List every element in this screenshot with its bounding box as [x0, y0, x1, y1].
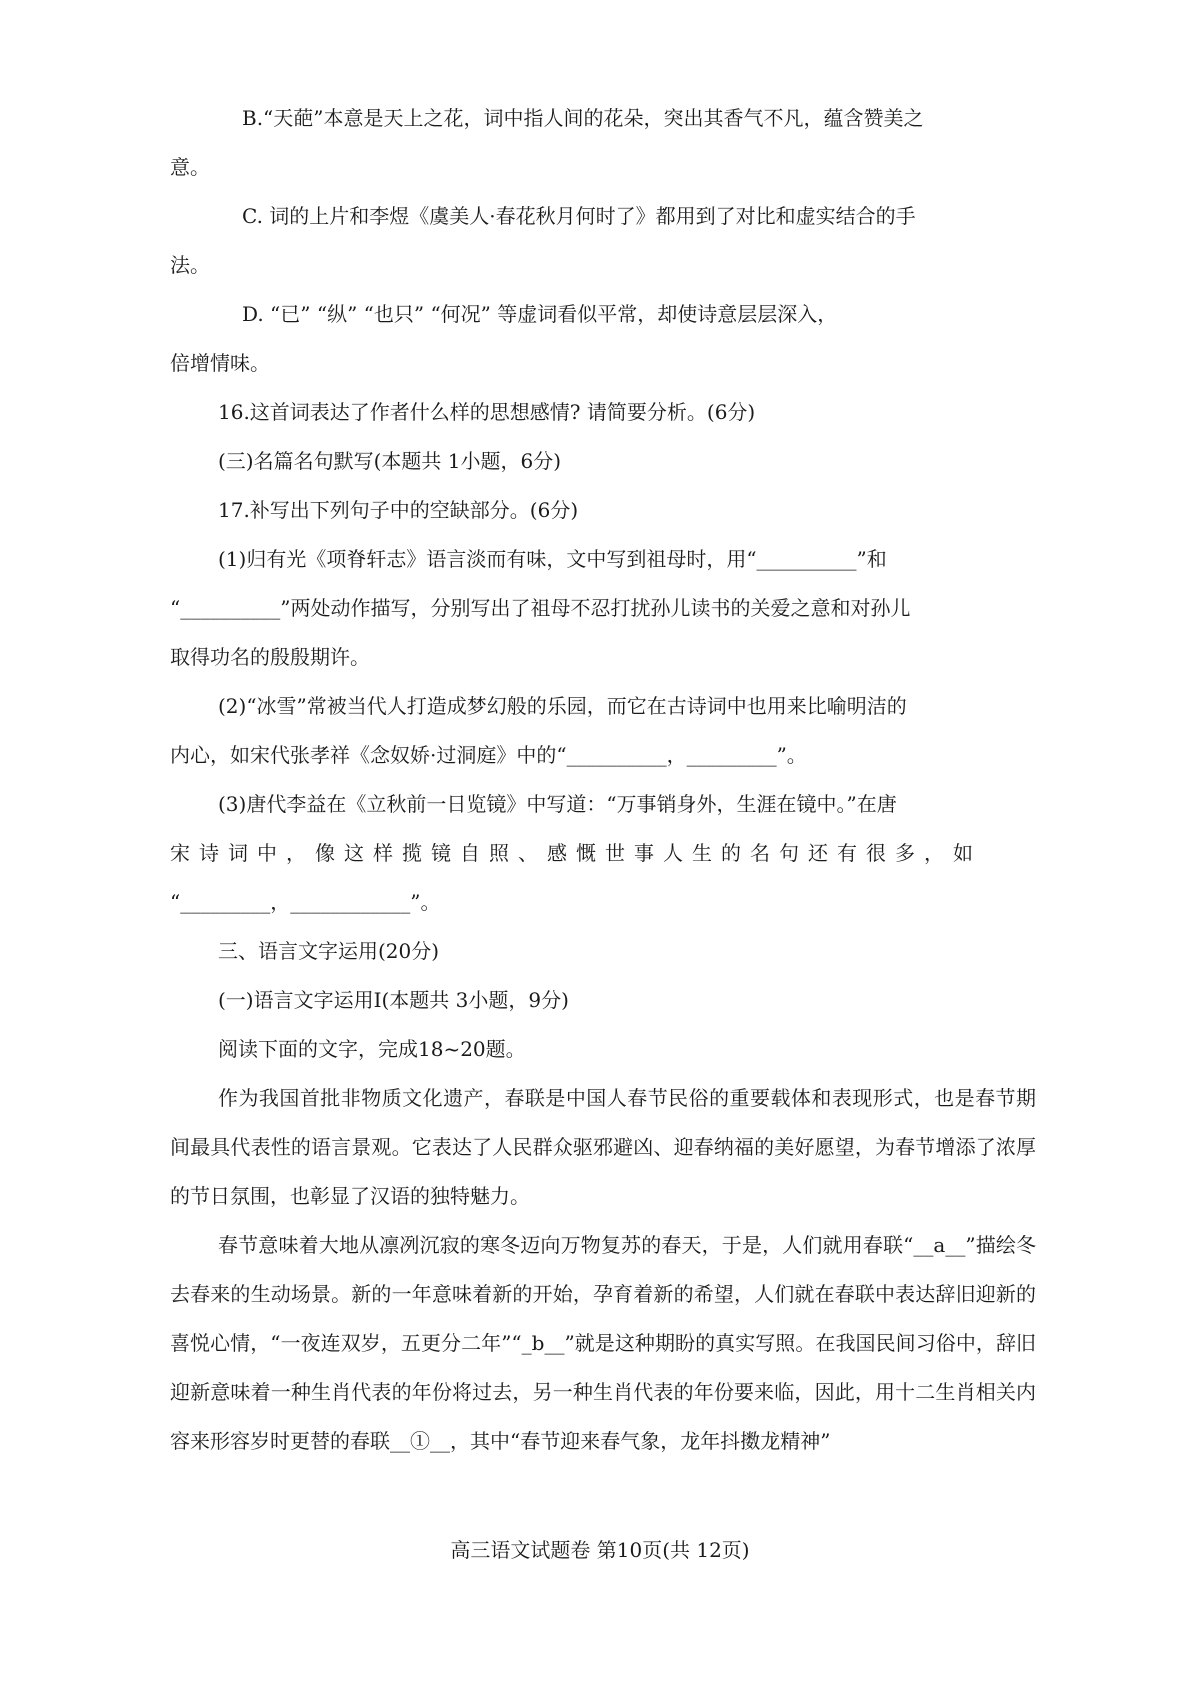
page-content [170, 94, 1036, 1466]
question-17-3-line1: (3)唐代李益在《立秋前一日览镜》中写道：“万事销身外，生涯在镜中。”在唐 [218, 792, 897, 816]
option-d-line1: D. “已” “纵” “也只” “何况” 等虚词看似平常，却使诗意层层深入， [242, 302, 838, 326]
part-3-heading: 三、语言文字运用(20分) [218, 939, 440, 963]
question-17-1-line3: 取得功名的殷殷期许。 [170, 645, 370, 669]
page-footer: 高三语文试题卷 第10页(共 12页) [450, 1538, 750, 1562]
part-3-sub-heading: (一)语言文字运用Ⅰ(本题共 3小题，9分) [218, 988, 569, 1012]
option-d-line2: 倍增情味。 [170, 351, 270, 375]
question-17-3-line2: 宋诗词中，像这样揽镜自照、感慨世事人生的名句还有很多，如 [170, 841, 982, 865]
question-16: 16.这首词表达了作者什么样的思想感情? 请简要分析。(6分) [218, 400, 756, 424]
question-17-1-line1: (1)归有光《项脊轩志》语言淡而有味，文中写到祖母时，用“__________”和 [218, 547, 887, 571]
option-b-line1: B.“天葩”本意是天上之花，词中指人间的花朵，突出其香气不凡，蕴含赞美之 [242, 106, 924, 130]
question-17-2-line2: 内心，如宋代张孝祥《念奴娇·过洞庭》中的“__________，_________”。 [170, 743, 807, 767]
option-c-line2: 法。 [170, 253, 210, 277]
question-17-2-line1: (2)“冰雪”常被当代人打造成梦幻般的乐园，而它在古诗词中也用来比喻明洁的 [218, 694, 907, 718]
question-17-1-line2: “__________”两处动作描写，分别写出了祖母不忍打扰孙儿读书的关爱之意和对孙儿 [170, 596, 911, 620]
question-17-3-line3: “_________，____________”。 [170, 890, 441, 914]
section-heading-3: (三)名篇名句默写(本题共 1小题，6分) [218, 449, 562, 473]
question-17: 17.补写出下列句子中的空缺部分。(6分) [218, 498, 579, 522]
passage-paragraph-1: 作为我国首批非物质文化遗产，春联是中国人春节民俗的重要载体和表现形式，也是春节期间最具代表性的语言景观。它表达了人民群众驱邪避凶、迎春纳福的美好愿望，为春节增添了浓厚的节日氛围，也彰显了汉语的独特魅力。 [170, 1086, 1036, 1208]
option-b-line2: 意。 [170, 155, 210, 179]
passage-paragraph-2: 春节意味着大地从凛冽沉寂的寒冬迈向万物复苏的春天，于是，人们就用春联“__a__”描绘冬去春来的生动场景。新的一年意味着新的开始，孕育着新的希望，人们就在春联中表达辞旧迎新的喜悦心情，“一夜连双岁，五更分二年”“_b__”就是这种期盼的真实写照。在我国民间习俗中，辞旧迎新意味着一种生肖代表的年份将过去，另一种生肖代表的年份要来临，因此，用十二生肖相关内容来形容岁时更替的春联__①__，其中“春节迎来春气象，龙年抖擞龙精神” [170, 1233, 1036, 1453]
reading-instruction: 阅读下面的文字，完成18~20题。 [218, 1037, 526, 1061]
option-c-line1: C. 词的上片和李煜《虞美人·春花秋月何时了》都用到了对比和虚实结合的手 [242, 204, 916, 228]
